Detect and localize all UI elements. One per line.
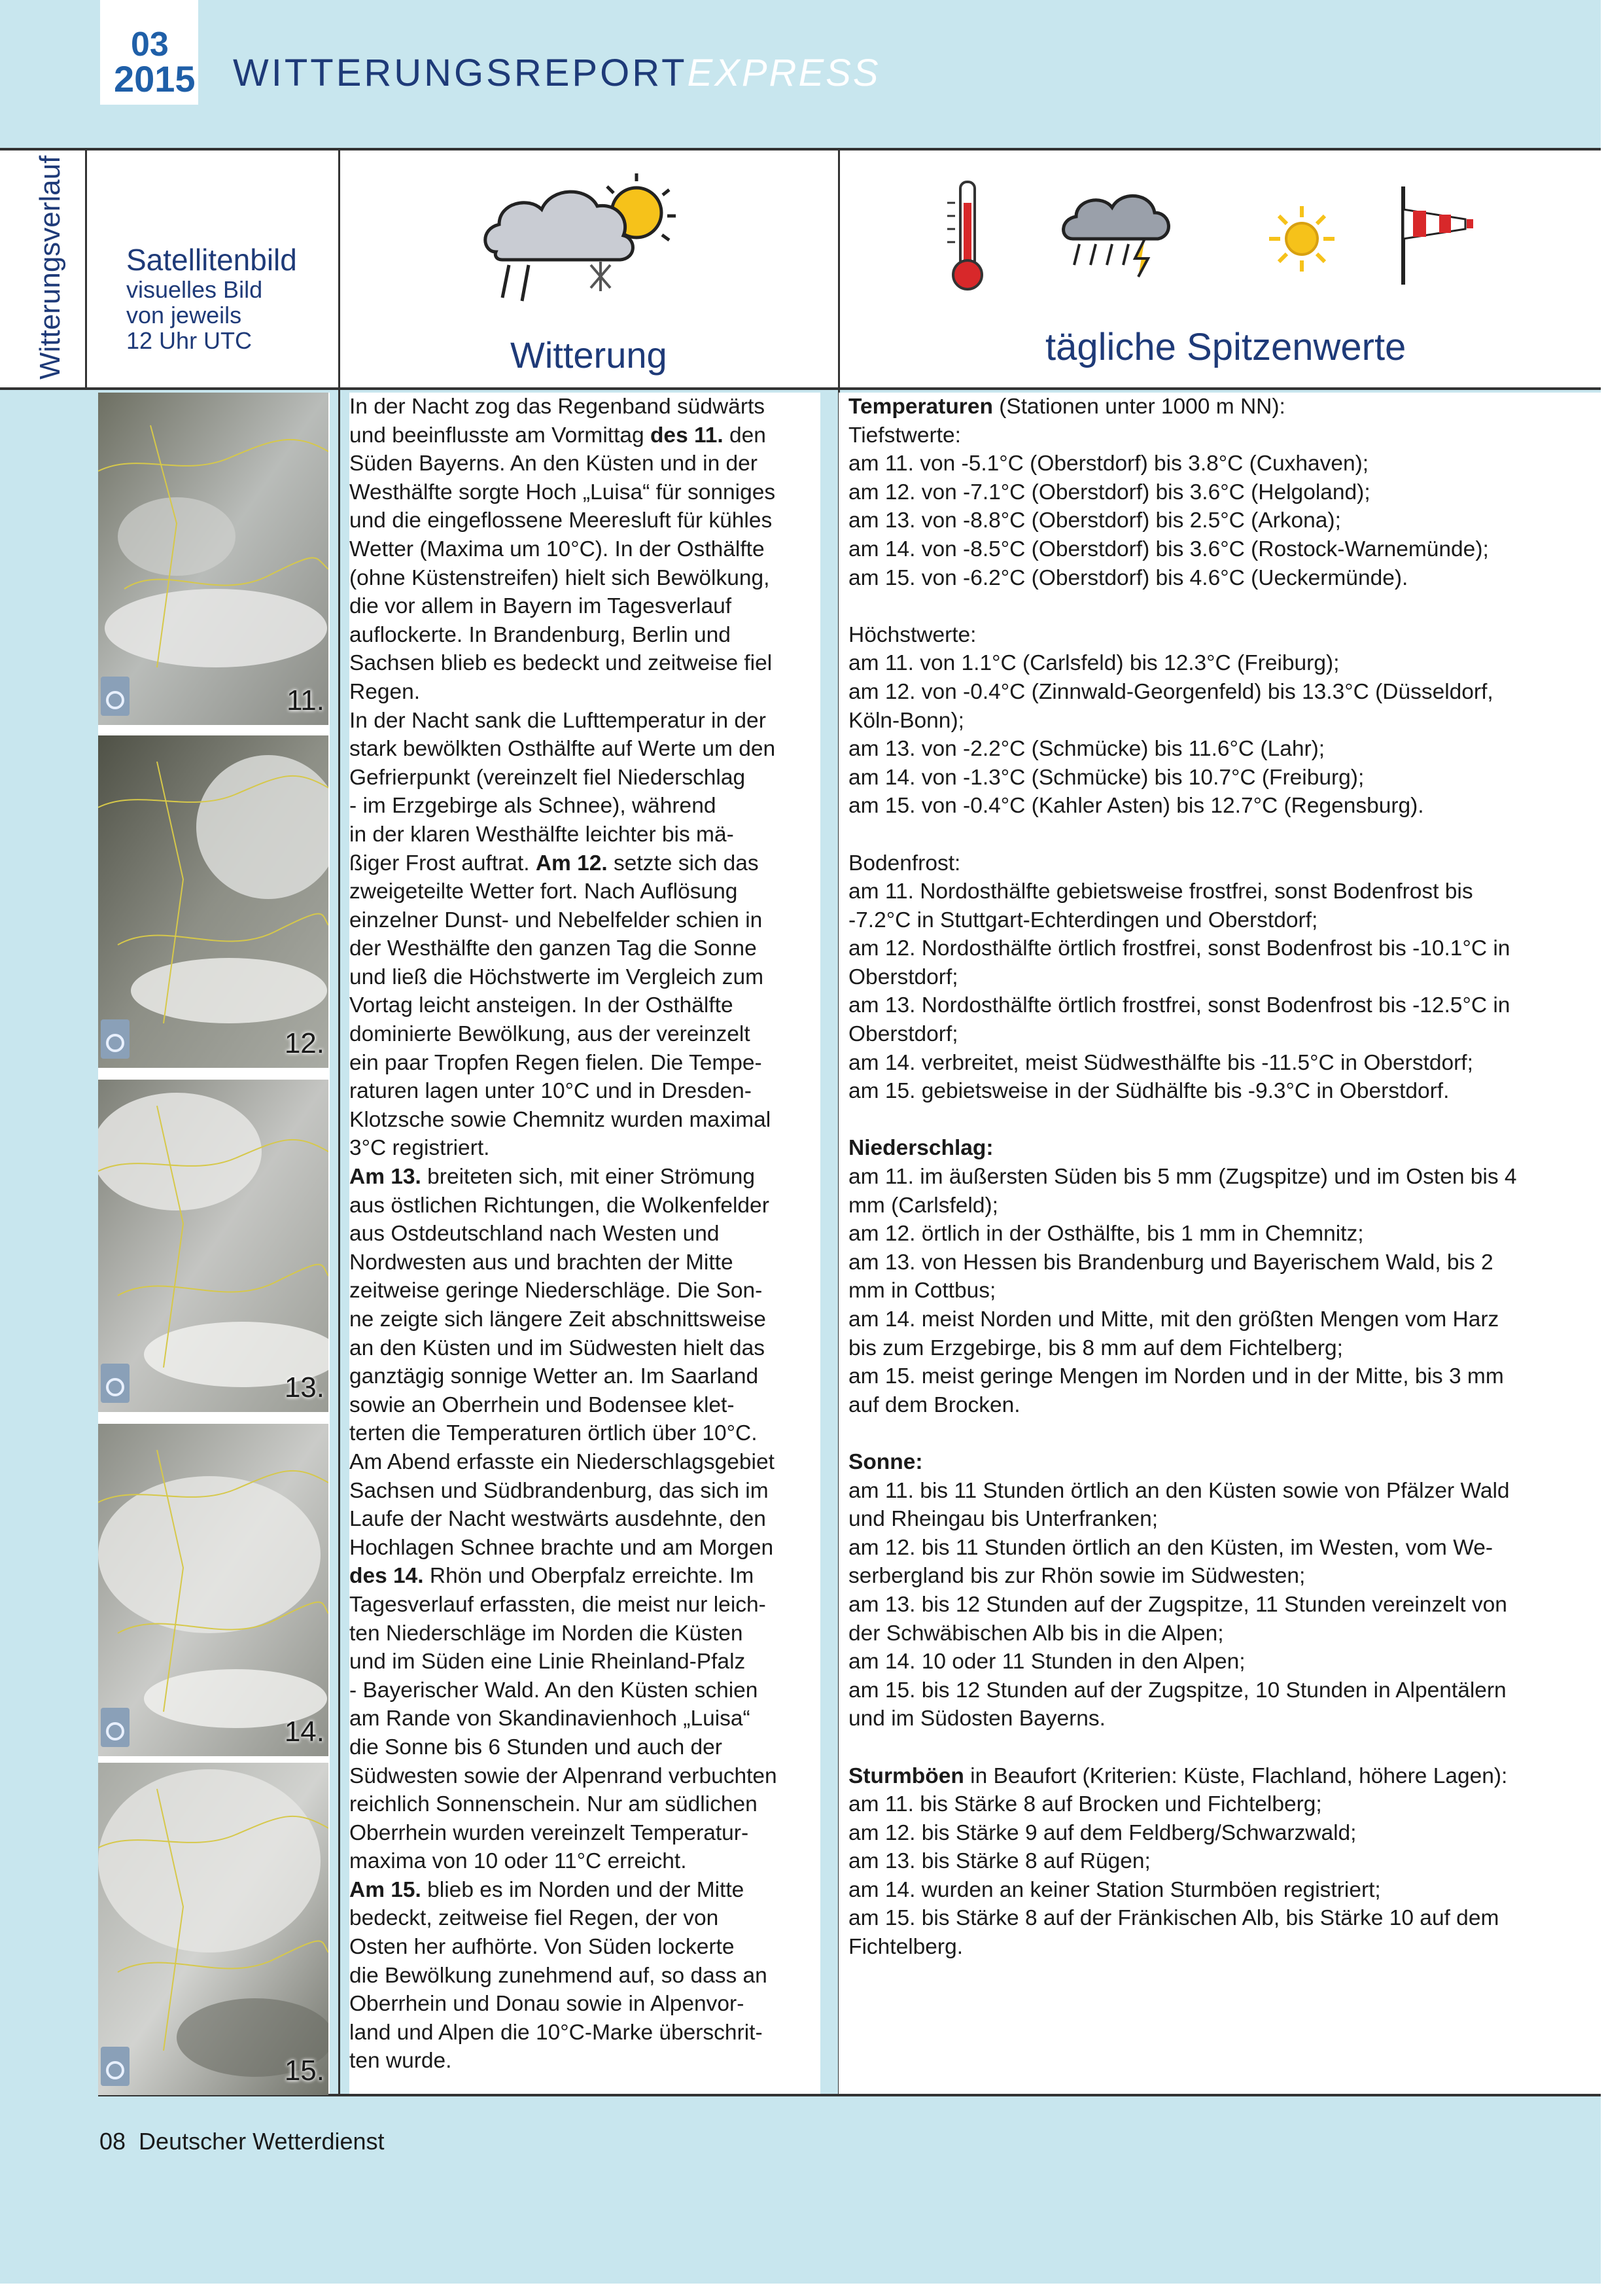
- page-number: 08: [99, 2128, 126, 2155]
- section-line: am 15. meist geringe Mengen im Norden und in der Mitte, bis 3 mm: [848, 1364, 1504, 1389]
- witterung-line: ein paar Tropfen Regen fielen. Die Tempe-: [349, 1050, 762, 1075]
- section-line: am 11. von -5.1°C (Oberstdorf) bis 3.8°C (Cuxhaven);: [848, 451, 1369, 476]
- witterung-line: Vortag leicht ansteigen. In der Osthälfte: [349, 993, 733, 1018]
- section-line: am 15. gebietsweise in der Südhälfte bis -9.3°C in Oberstdorf.: [848, 1079, 1450, 1104]
- section-line: am 12. bis Stärke 9 auf dem Feldberg/Schwarzwald;: [848, 1820, 1357, 1845]
- section-line: am 13. Nordosthälfte örtlich frostfrei, sonst Bodenfrost bis -12.5°C in: [848, 993, 1510, 1018]
- side-divider: [85, 148, 87, 389]
- witterung-line: terten die Temperaturen örtlich über 10°C.: [349, 1421, 758, 1446]
- section-line: am 15. von -0.4°C (Kahler Asten) bis 12.7°C (Regensburg).: [848, 794, 1424, 819]
- witterung-line: Gefrierpunkt (vereinzelt fiel Niederschlag: [349, 765, 746, 790]
- witterung-line: Laufe der Nacht westwärts ausdehnte, den: [349, 1507, 766, 1532]
- witterung-line: am Rande von Skandinavienhoch „Luisa“: [349, 1706, 750, 1731]
- section-line: am 13. bis Stärke 8 auf Rügen;: [848, 1849, 1151, 1874]
- section-heading: Niederschlag:: [848, 1136, 994, 1161]
- witterung-line: Süden Bayerns. An den Küsten und in der: [349, 451, 758, 476]
- satellite-title: Satellitenbild: [126, 243, 297, 277]
- title-main: WITTERUNGSREPORT: [233, 52, 688, 94]
- section-line: am 14. meist Norden und Mitte, mit den größten Mengen vom Harz: [848, 1307, 1499, 1332]
- section-line: Oberstdorf;: [848, 1022, 958, 1047]
- section-line: am 14. wurden an keiner Station Sturmböen registriert;: [848, 1877, 1381, 1902]
- section-line: am 12. von -7.1°C (Oberstdorf) bis 3.6°C (Helgoland);: [848, 480, 1370, 504]
- thermometer-icon: [942, 177, 994, 294]
- witterung-line: - Bayerischer Wald. An den Küsten schien: [349, 1678, 758, 1703]
- witterung-line: in der klaren Westhälfte leichter bis mä-: [349, 822, 734, 847]
- witterung-line: ten wurde.: [349, 2049, 452, 2074]
- satellite-map: [98, 735, 328, 1068]
- satellite-image: [98, 393, 328, 725]
- section-line: am 11. Nordosthälfte gebietsweise frostfrei, sonst Bodenfrost bis: [848, 879, 1473, 904]
- section-line: und Rheingau bis Unterfranken;: [848, 1507, 1159, 1532]
- issue-number: 03: [131, 26, 169, 63]
- witterung-heading: Witterung: [510, 334, 667, 376]
- section-line: am 12. bis 11 Stunden örtlich an den Küsten, im Westen, vom We-: [848, 1535, 1493, 1560]
- page-footer: [99, 2128, 385, 2155]
- section-line: mm in Cottbus;: [848, 1279, 996, 1303]
- section-line: am 14. 10 oder 11 Stunden in den Alpen;: [848, 1650, 1246, 1674]
- section-line: auf dem Brocken.: [848, 1392, 1021, 1417]
- witterung-line: Am Abend erfasste ein Niederschlagsgebiet: [349, 1449, 775, 1474]
- witterung-line: Wetter (Maxima um 10°C). In der Osthälfte: [349, 537, 765, 561]
- section-line: Bodenfrost:: [848, 851, 961, 875]
- side-label: Witterungsverlauf: [34, 155, 66, 380]
- section-line: am 12. örtlich in der Osthälfte, bis 1 mm in Chemnitz;: [848, 1222, 1364, 1246]
- section-line: am 14. von -1.3°C (Schmücke) bis 10.7°C (Freiburg);: [848, 765, 1365, 790]
- witterung-line: (ohne Küstenstreifen) hielt sich Bewölkung,: [349, 565, 770, 590]
- section-line: -7.2°C in Stuttgart-Echterdingen und Oberstdorf;: [848, 908, 1318, 932]
- section-line: und im Südosten Bayerns.: [848, 1706, 1106, 1731]
- section-line: der Schwäbischen Alb bis in die Alpen;: [848, 1621, 1224, 1646]
- section-line: am 11. bis Stärke 8 auf Brocken und Fichtelberg;: [848, 1792, 1322, 1817]
- windsock-icon: [1393, 183, 1485, 288]
- section-heading: Sturmböen: [848, 1763, 964, 1788]
- witterung-line: Oberrhein wurden vereinzelt Temperatur-: [349, 1820, 749, 1845]
- witterung-line: ßiger Frost auftrat. Am 12. setzte sich das: [349, 851, 759, 875]
- witterung-line: und im Süden eine Linie Rheinland-Pfalz: [349, 1650, 746, 1674]
- witterung-line: der Westhälfte den ganzen Tag die Sonne: [349, 936, 757, 961]
- witterung-line: zeitweise geringe Niederschläge. Die Son-: [349, 1279, 763, 1303]
- witterung-line: aus Ostdeutschland nach Westen und: [349, 1222, 720, 1246]
- spitzenwerte-section: [848, 621, 1575, 821]
- header-bottom-rule: [0, 387, 1601, 390]
- witterung-line: ten Niederschläge im Norden die Küsten: [349, 1621, 743, 1646]
- section-line: am 13. bis 12 Stunden auf der Zugspitze, 11 Stunden vereinzelt von: [848, 1592, 1507, 1617]
- satellite-map: [98, 1080, 328, 1412]
- witterung-line: und beeinflusste am Vormittag des 11. den: [349, 423, 766, 448]
- witterung-line: land und Alpen die 10°C-Marke überschrit-: [349, 2020, 763, 2045]
- witterung-line: Am 13. breiteten sich, mit einer Strömung: [349, 1165, 756, 1190]
- sun-icon: [1266, 203, 1338, 275]
- witterung-line: Sachsen blieb es bedeckt und zeitweise fiel: [349, 651, 773, 676]
- publisher: Deutscher Wetterdienst: [139, 2128, 385, 2155]
- witterung-line: Westhälfte sorgte Hoch „Luisa“ für sonniges: [349, 480, 776, 504]
- witterung-line: raturen lagen unter 10°C und in Dresden-: [349, 1079, 752, 1104]
- dwd-logo-icon: [101, 1364, 130, 1403]
- section-line: am 15. bis Stärke 8 auf der Fränkischen Alb, bis Stärke 10 auf dem: [848, 1906, 1499, 1931]
- section-line: am 11. im äußersten Süden bis 5 mm (Zugspitze) und im Osten bis 4: [848, 1165, 1517, 1190]
- satellite-image: [98, 1080, 328, 1412]
- witterung-line: 3°C registriert.: [349, 1136, 490, 1161]
- section-line: Höchstwerte:: [848, 622, 977, 647]
- witterung-line: einzelner Dunst- und Nebelfelder schien in: [349, 908, 763, 932]
- header-top-rule: [0, 148, 1601, 150]
- section-line: Oberstdorf;: [848, 964, 958, 989]
- spitzenwerte-heading: tägliche Spitzenwerte: [1045, 326, 1406, 368]
- witterung-line: Am 15. blieb es im Norden und der Mitte: [349, 1877, 744, 1902]
- witterung-line: In der Nacht zog das Regenband südwärts: [349, 395, 765, 419]
- dwd-logo-icon: [101, 1708, 130, 1747]
- section-line: am 12. Nordosthälfte örtlich frostfrei, sonst Bodenfrost bis -10.1°C in: [848, 936, 1510, 961]
- witterung-line: die Bewölkung zunehmend auf, so dass an: [349, 1963, 767, 1988]
- witterung-line: aus östlichen Richtungen, die Wolkenfelder: [349, 1193, 769, 1218]
- issue-year: 2015: [114, 58, 196, 99]
- section-line: am 15. von -6.2°C (Oberstdorf) bis 4.6°C (Ueckermünde).: [848, 565, 1408, 590]
- spitzenwerte-section: [848, 1134, 1575, 1419]
- witterung-line: stark bewölkten Osthälfte auf Werte um den: [349, 737, 776, 762]
- spitzenwerte-section: [848, 1448, 1575, 1733]
- witterung-line: des 14. Rhön und Oberpfalz erreichte. Im: [349, 1564, 754, 1589]
- section-heading: Temperaturen: [848, 395, 993, 419]
- section-line: serbergland bis zur Rhön sowie im Südwesten;: [848, 1564, 1306, 1589]
- spitzenwerte-section: [848, 849, 1575, 1106]
- witterung-line: maxima von 10 oder 11°C erreicht.: [349, 1849, 687, 1874]
- section-line: am 11. bis 11 Stunden örtlich an den Küsten sowie von Pfälzer Wald: [848, 1478, 1510, 1503]
- section-line: Fichtelberg.: [848, 1935, 964, 1960]
- satellite-map: [98, 393, 328, 725]
- satellite-day-label: 14.: [284, 1716, 324, 1748]
- spitzenwerte-section: [848, 1762, 1575, 1962]
- witterung-line: Nordwesten aus und brachten der Mitte: [349, 1250, 733, 1275]
- report-title: [233, 51, 881, 95]
- section-line: am 12. von -0.4°C (Zinnwald-Georgenfeld) bis 13.3°C (Düsseldorf,: [848, 679, 1493, 704]
- witterung-line: an den Küsten und im Südwesten hielt das: [349, 1335, 765, 1360]
- section-line: am 13. von -2.2°C (Schmücke) bis 11.6°C (Lahr);: [848, 737, 1325, 762]
- section-line: am 14. von -8.5°C (Oberstdorf) bis 3.6°C (Rostock-Warnemünde);: [848, 537, 1489, 561]
- witterung-line: bedeckt, zeitweise fiel Regen, der von: [349, 1906, 719, 1931]
- witterung-line: ne zeigte sich längere Zeit abschnittsweise: [349, 1307, 766, 1332]
- witterung-line: die vor allem in Bayern im Tagesverlauf: [349, 594, 732, 619]
- satellite-image: [98, 1763, 328, 2095]
- witterung-line: Oberrhein und Donau sowie in Alpenvor-: [349, 1992, 744, 2017]
- spitzenwerte-text: [848, 393, 1575, 1990]
- witterung-line: In der Nacht sank die Lufttemperatur in der: [349, 708, 766, 733]
- witterung-line: die Sonne bis 6 Stunden und auch der: [349, 1735, 722, 1759]
- spitzenwerte-section: [848, 393, 1575, 592]
- witterung-line: auflockerte. In Brandenburg, Berlin und: [349, 622, 731, 647]
- witterung-line: - im Erzgebirge als Schnee), während: [349, 794, 716, 819]
- witterung-line: zweigeteilte Wetter fort. Nach Auflösung: [349, 879, 738, 904]
- witterung-line: ganztägig sonnige Wetter an. Im Saarland: [349, 1364, 759, 1389]
- witterung-line: und ließ die Höchstwerte im Vergleich zum: [349, 964, 764, 989]
- section-heading: Sonne:: [848, 1449, 923, 1474]
- satellite-subtitle: [126, 277, 262, 353]
- section-line: Tiefstwerte:: [848, 423, 961, 448]
- thunderstorm-cloud-icon: [1060, 186, 1178, 278]
- satellite-map: [98, 1424, 328, 1756]
- witterung-line: dominierte Bewölkung, aus der vereinzelt: [349, 1022, 750, 1047]
- section-line: am 14. verbreitet, meist Südwesthälfte bis -11.5°C in Oberstdorf;: [848, 1050, 1473, 1075]
- satellite-day-label: 13.: [284, 1371, 324, 1404]
- satellite-image: [98, 735, 328, 1068]
- section-line: am 13. von -8.8°C (Oberstdorf) bis 2.5°C (Arkona);: [848, 508, 1341, 533]
- section-line: bis zum Erzgebirge, bis 8 mm auf dem Fichtelberg;: [848, 1335, 1343, 1360]
- witterung-line: sowie an Oberrhein und Bodensee klet-: [349, 1392, 735, 1417]
- witterung-line: Südwesten sowie der Alpenrand verbuchten: [349, 1763, 777, 1788]
- section-heading-suffix: in Beaufort (Kriterien: Küste, Flachland, höhere Lagen):: [964, 1763, 1508, 1788]
- witterung-line: Hochlagen Schnee brachte und am Morgen: [349, 1535, 774, 1560]
- satellite-day-label: 15.: [284, 2055, 324, 2087]
- section-line: Köln-Bonn);: [848, 708, 964, 733]
- satellite-day-label: 12.: [284, 1027, 324, 1059]
- witterung-text: [349, 393, 819, 2075]
- dwd-logo-icon: [101, 1019, 130, 1059]
- satellite-sub-line: von jeweils: [126, 302, 242, 328]
- witterung-line: Regen.: [349, 679, 421, 704]
- witterung-line: Klotzsche sowie Chemnitz wurden maximal: [349, 1107, 771, 1132]
- section-line: mm (Carlsfeld);: [848, 1193, 998, 1218]
- witterung-line: Osten her aufhörte. Von Süden lockerte: [349, 1935, 735, 1960]
- section-line: am 13. von Hessen bis Brandenburg und Bayerischem Wald, bis 2: [848, 1250, 1493, 1275]
- witterung-line: Tagesverlauf erfassten, die meist nur leich-: [349, 1592, 766, 1617]
- satellite-sub-line: visuelles Bild: [126, 276, 263, 303]
- sat-divider: [338, 148, 340, 2095]
- witterung-line: und die eingeflossene Meeresluft für kühles: [349, 508, 773, 533]
- cloud-sun-snow-icon: [476, 167, 699, 311]
- section-line: am 11. von 1.1°C (Carlsfeld) bis 12.3°C (Freiburg);: [848, 651, 1340, 676]
- satellite-image: [98, 1424, 328, 1756]
- dwd-logo-icon: [101, 677, 130, 716]
- dwd-logo-icon: [101, 2047, 130, 2086]
- satellite-day-label: 11.: [287, 684, 324, 716]
- witterung-line: Sachsen und Südbrandenburg, das sich im: [349, 1478, 769, 1503]
- satellite-map: [98, 1763, 328, 2095]
- section-line: am 15. bis 12 Stunden auf der Zugspitze, 10 Stunden in Alpentälern: [848, 1678, 1507, 1703]
- title-accent: EXPRESS: [687, 52, 881, 94]
- satellite-sub-line: 12 Uhr UTC: [126, 327, 253, 354]
- witterung-line: reichlich Sonnenschein. Nur am südlichen: [349, 1792, 758, 1817]
- section-heading-suffix: (Stationen unter 1000 m NN):: [992, 395, 1285, 419]
